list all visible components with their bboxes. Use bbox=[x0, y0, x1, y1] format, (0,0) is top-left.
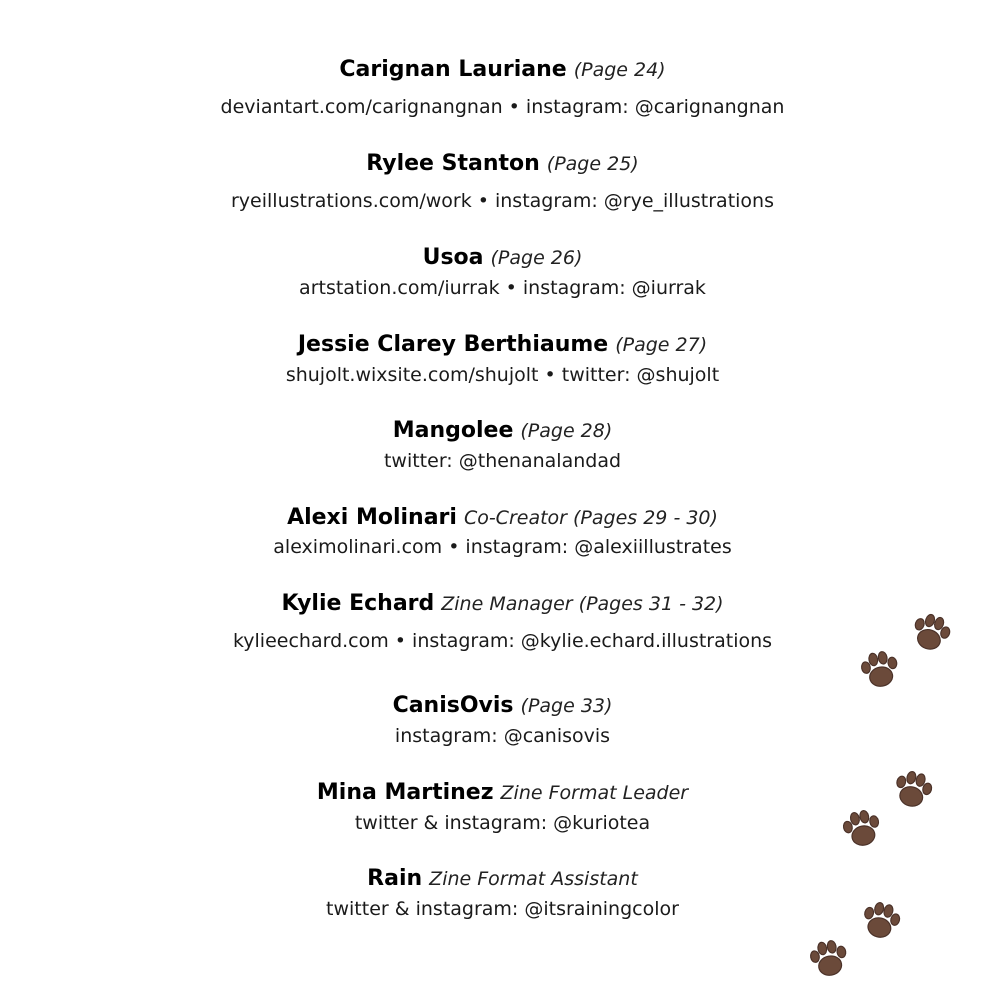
artist-name: Carignan Lauriane bbox=[339, 57, 567, 82]
credit-name-line bbox=[0, 779, 1005, 807]
artist-links: deviantart.com/carignangnan • instagram: @carignangnan bbox=[220, 96, 785, 118]
artist-role: (Page 25) bbox=[546, 153, 639, 175]
artist-links: shujolt.wixsite.com/shujolt • twitter: @shujolt bbox=[285, 364, 720, 386]
artist-links: twitter: @thenanalandad bbox=[383, 450, 622, 472]
artist-name: Alexi Molinari bbox=[287, 505, 457, 530]
artist-role: (Page 24) bbox=[573, 59, 666, 81]
artist-name: Usoa bbox=[422, 245, 484, 270]
artist-name: Rain bbox=[367, 866, 423, 891]
artist-role: Zine Format Leader bbox=[500, 782, 689, 804]
credit-name-line bbox=[0, 417, 1005, 445]
artist-role: (Page 33) bbox=[520, 695, 613, 717]
paw-print-icon bbox=[835, 802, 890, 857]
artist-links: kylieechard.com • instagram: @kylie.echard.illustrations bbox=[232, 630, 773, 652]
artist-role: Co-Creator (Pages 29 - 30) bbox=[463, 507, 718, 529]
artist-name: Kylie Echard bbox=[281, 591, 435, 616]
artist-name: Mangolee bbox=[392, 418, 514, 443]
credit-name-line bbox=[0, 56, 1005, 84]
credit-name-line bbox=[0, 244, 1005, 272]
credit-name-line bbox=[0, 692, 1005, 720]
paw-print-icon bbox=[853, 893, 909, 949]
paw-print-icon bbox=[802, 932, 855, 985]
artist-links: twitter & instagram: @kuriotea bbox=[354, 812, 651, 834]
artist-role: Zine Format Assistant bbox=[429, 868, 638, 890]
credit-name-line bbox=[0, 504, 1005, 532]
artist-role: (Page 26) bbox=[490, 247, 583, 269]
artist-links: artstation.com/iurrak • instagram: @iurrak bbox=[299, 277, 706, 299]
artist-role: (Page 27) bbox=[615, 334, 708, 356]
artist-name: Jessie Clarey Berthiaume bbox=[297, 332, 609, 357]
artist-links: aleximolinari.com • instagram: @alexiillustrates bbox=[273, 536, 732, 558]
artist-name: CanisOvis bbox=[392, 693, 514, 718]
artist-links: ryeillustrations.com/work • instagram: @rye_illustrations bbox=[230, 190, 774, 212]
artist-links: twitter & instagram: @itsrainingcolor bbox=[326, 898, 679, 920]
artist-name: Mina Martinez bbox=[316, 780, 494, 805]
credit-name-line bbox=[0, 150, 1005, 178]
artist-role: Zine Manager (Pages 31 - 32) bbox=[441, 593, 724, 615]
credit-name-line bbox=[0, 331, 1005, 359]
artist-role: (Page 28) bbox=[520, 420, 613, 442]
paw-print-icon bbox=[853, 643, 906, 696]
credit-name-line bbox=[0, 590, 1005, 618]
artist-name: Rylee Stanton bbox=[366, 151, 540, 176]
artist-links: instagram: @canisovis bbox=[394, 725, 611, 747]
credit-name-line bbox=[0, 865, 1005, 893]
